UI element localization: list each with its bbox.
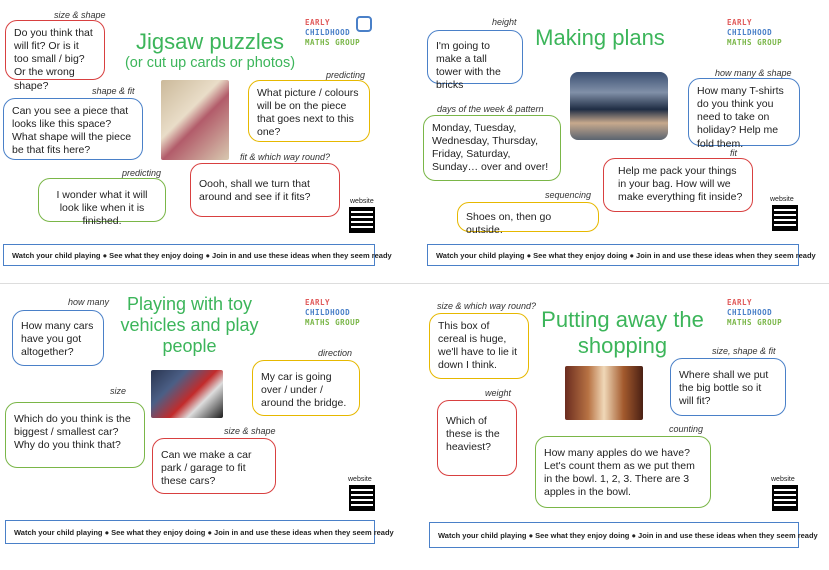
- bubble-text: Shoes on, then go outside.: [466, 211, 552, 237]
- bubble-text: How many apples do we have? Let's count them as we put them in the bowl. 1, 2, 3. There are 3 apples in the bowl.: [544, 447, 695, 499]
- title-line: vehicles and play: [120, 314, 259, 335]
- title-line: shopping: [577, 333, 668, 359]
- bubble-tag: direction: [318, 348, 353, 358]
- bubble-tag: how many: [68, 297, 110, 307]
- speech-bubble: [3, 98, 143, 160]
- panel-toy-vehicles: [0, 290, 394, 565]
- panel-title: [525, 26, 675, 49]
- bubble-tag: shape & fit: [92, 86, 135, 96]
- bubble-text: Can you see a piece that looks like this space? What shape will the piece be that fits here?: [12, 105, 132, 157]
- bubble-tag: size & shape: [224, 426, 276, 436]
- title-line: people: [162, 335, 217, 356]
- qr-label: website: [770, 196, 794, 203]
- speech-bubble: [190, 163, 340, 217]
- bubble-text: How many T-shirts do you think you need to take on holiday? Help me fold them.: [697, 85, 784, 150]
- bubble-text: I wonder what it will look like when it is finished.: [56, 189, 148, 228]
- footer-text: Watch your child playing ● See what they enjoy doing ● Join in and use these ideas when they seem ready: [12, 250, 392, 260]
- footer-text: Watch your child playing ● See what they enjoy doing ● Join in and use these ideas when they seem ready: [14, 527, 394, 537]
- bubble-tag: predicting: [122, 168, 162, 178]
- bubble-text: Help me pack your things in your bag. How will we make everything fit inside?: [618, 165, 743, 204]
- bubble-text: Where shall we put the big bottle so it will fit?: [679, 369, 769, 408]
- bubble-tag: sequencing: [545, 190, 592, 200]
- speech-bubble: [437, 400, 517, 476]
- speech-bubble: [429, 313, 529, 379]
- bubble-tag: fit: [730, 148, 738, 158]
- footer-text: Watch your child playing ● See what they enjoy doing ● Join in and use these ideas when they seem ready: [438, 530, 818, 540]
- speech-bubble: [252, 360, 360, 416]
- speech-bubble: [423, 115, 561, 181]
- footer-banner: [3, 244, 392, 266]
- bubble-tag: height: [492, 17, 517, 27]
- speech-bubble: [688, 78, 800, 150]
- bubble-text: Can we make a car park / garage to fit these cars?: [161, 449, 252, 488]
- bubble-text: Which do you think is the biggest / smallest car? Why do you think that?: [14, 413, 131, 452]
- toy-car-photo: [151, 370, 223, 418]
- speech-bubble: [535, 436, 711, 508]
- speech-bubble: [5, 20, 105, 92]
- qr-code-icon[interactable]: [349, 485, 375, 511]
- bubble-text: How many cars have you got altogether?: [21, 320, 94, 359]
- footer-banner: [429, 522, 818, 548]
- logo: EARLY CHILDHOOD MATHS GROUP: [727, 18, 783, 47]
- panel-title: [110, 30, 310, 71]
- speech-bubble: [5, 402, 145, 468]
- bubble-tag: size: [110, 386, 127, 396]
- bubble-tag: counting: [669, 424, 704, 434]
- bubble-text: My car is going over / under / around the bridge.: [261, 371, 347, 410]
- shopping-photo: [565, 366, 643, 420]
- speech-bubble: [603, 158, 753, 212]
- qr-label: website: [348, 476, 372, 483]
- bubble-text: I'm going to make a tall tower with the bricks: [436, 40, 501, 92]
- panel-title: [112, 295, 267, 356]
- title-line: Jigsaw puzzles: [136, 29, 284, 54]
- bubble-text: What picture / colours will be on the piece that goes next to this one?: [257, 87, 359, 139]
- panel-putting-away-shopping: [415, 290, 825, 565]
- qr-code-icon[interactable]: [772, 485, 798, 511]
- bubble-text: Oooh, shall we turn that around and see if it fits?: [199, 178, 311, 204]
- bubble-text: This box of cereal is huge, we'll have to lie it down I think.: [438, 320, 518, 372]
- panel-title: [535, 308, 710, 357]
- jigsaw-photo: [161, 80, 229, 160]
- panel-jigsaw: [0, 0, 392, 275]
- footer-text: Watch your child playing ● See what they enjoy doing ● Join in and use these ideas when they seem ready: [436, 250, 816, 260]
- qr-code-icon[interactable]: [349, 207, 375, 233]
- qr-label: website: [350, 198, 374, 205]
- bubble-tag: fit & which way round?: [240, 152, 331, 162]
- speech-bubble: [12, 310, 104, 366]
- speech-bubble: [38, 178, 166, 228]
- panel-making-plans: [415, 0, 825, 275]
- speech-bubble: [152, 438, 276, 494]
- logo: EARLY CHILDHOOD MATHS GROUP: [305, 18, 361, 47]
- bubble-tag: predicting: [326, 70, 366, 80]
- bubble-text: Do you think that will fit? Or is it too small / big? Or the wrong shape?: [14, 27, 93, 92]
- divider-horizontal: [0, 283, 829, 284]
- bubble-tag: size & shape: [54, 10, 106, 20]
- bubble-tag: size & which way round?: [437, 301, 537, 311]
- speech-bubble: [457, 202, 599, 237]
- footer-banner: [5, 520, 394, 544]
- bubble-text: Monday, Tuesday, Wednesday, Thursday, Friday, Saturday, Sunday… over and over!: [432, 122, 549, 174]
- logo: EARLY CHILDHOOD MATHS GROUP: [305, 298, 361, 327]
- bubble-tag: size, shape & fit: [712, 346, 776, 356]
- speech-bubble: [248, 80, 370, 142]
- title-line: (or cut up cards or photos): [124, 55, 296, 72]
- qr-label: website: [771, 476, 795, 483]
- bubble-tag: weight: [485, 388, 512, 398]
- tshirts-photo: [570, 72, 668, 140]
- title-line: Making plans: [535, 25, 665, 50]
- title-line: Putting away the: [541, 307, 704, 332]
- logo: EARLY CHILDHOOD MATHS GROUP: [727, 298, 783, 327]
- speech-bubble: [427, 30, 523, 92]
- bubble-tag: how many & shape: [715, 68, 792, 78]
- qr-code-icon[interactable]: [772, 205, 798, 231]
- speech-bubble: [670, 358, 786, 416]
- bubble-tag: days of the week & pattern: [437, 104, 544, 114]
- scan-icon[interactable]: [356, 16, 372, 32]
- bubble-text: Which of these is the heaviest?: [446, 415, 500, 454]
- title-line: Playing with toy: [126, 294, 253, 314]
- footer-banner: [427, 244, 816, 266]
